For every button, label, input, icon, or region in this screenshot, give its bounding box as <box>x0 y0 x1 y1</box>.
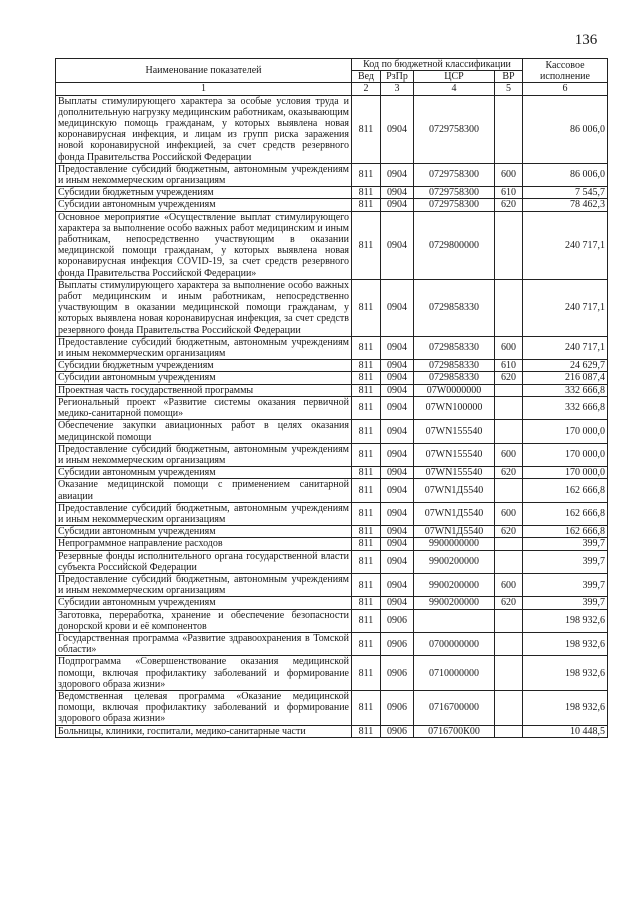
row-ved: 811 <box>352 420 381 443</box>
table-row <box>56 279 608 336</box>
row-rzpr: 0906 <box>381 609 414 632</box>
row-name: Субсидии автономным учреждениям <box>56 467 352 479</box>
row-amount: 86 006,0 <box>523 163 608 186</box>
row-csr: 0716700К00 <box>414 725 495 737</box>
table-row <box>56 211 608 279</box>
row-ved: 811 <box>352 597 381 609</box>
row-amount: 170 000,0 <box>523 443 608 466</box>
table-row <box>56 95 608 163</box>
row-amount: 24 629,7 <box>523 360 608 372</box>
row-name: Выплаты стимулирующего характера за выполнение особо важных работ медицинским и иным работникам, непосредственно участвующим в оказании медицинской помощи гражданам, у которых выявлена новая коронавирусная инфекция, за счет средств резервного фонда Правительства Российской Федерации <box>56 279 352 336</box>
row-amount: 332 666,8 <box>523 396 608 419</box>
table-row <box>56 502 608 525</box>
row-name: Предоставление субсидий бюджетным, автономным учреждениям и иным некоммерческим организациям <box>56 336 352 359</box>
table-row <box>56 597 608 609</box>
table-row <box>56 336 608 359</box>
row-ved: 811 <box>352 502 381 525</box>
row-name: Оказание медицинской помощи с применением санитарной авиации <box>56 479 352 502</box>
budget-table <box>55 58 608 738</box>
table-row <box>56 443 608 466</box>
row-vr <box>495 95 523 163</box>
row-vr: 600 <box>495 573 523 596</box>
row-csr: 07WN100000 <box>414 396 495 419</box>
column-number: 3 <box>381 83 414 95</box>
row-rzpr: 0904 <box>381 163 414 186</box>
table-row <box>56 360 608 372</box>
table-row <box>56 526 608 538</box>
row-name: Субсидии автономным учреждениям <box>56 597 352 609</box>
table-row <box>56 725 608 737</box>
row-amount: 78 462,3 <box>523 199 608 211</box>
row-csr: 0729858330 <box>414 360 495 372</box>
row-name: Субсидии бюджетным учреждениям <box>56 187 352 199</box>
row-vr <box>495 632 523 655</box>
row-vr: 600 <box>495 336 523 359</box>
row-name: Предоставление субсидий бюджетным, автономным учреждениям и иным некоммерческим организациям <box>56 443 352 466</box>
row-vr: 620 <box>495 199 523 211</box>
row-amount: 216 087,4 <box>523 372 608 384</box>
table-row <box>56 690 608 725</box>
row-ved: 811 <box>352 163 381 186</box>
row-csr: 0729758300 <box>414 95 495 163</box>
row-csr: 07WN1Д5540 <box>414 526 495 538</box>
row-rzpr: 0904 <box>381 597 414 609</box>
row-rzpr: 0904 <box>381 95 414 163</box>
row-vr: 610 <box>495 187 523 199</box>
row-vr <box>495 609 523 632</box>
row-rzpr: 0904 <box>381 420 414 443</box>
row-amount: 198 932,6 <box>523 690 608 725</box>
row-name: Предоставление субсидий бюджетным, автономным учреждениям и иным некоммерческим организациям <box>56 163 352 186</box>
row-amount: 240 717,1 <box>523 211 608 279</box>
row-name: Резервные фонды исполнительного органа государственной власти субъекта Российской Федерации <box>56 550 352 573</box>
row-rzpr: 0904 <box>381 479 414 502</box>
table-body <box>56 95 608 737</box>
row-ved: 811 <box>352 526 381 538</box>
row-rzpr: 0904 <box>381 396 414 419</box>
row-name: Государственная программа «Развитие здравоохранения в Томской области» <box>56 632 352 655</box>
row-csr: 0729758300 <box>414 199 495 211</box>
row-rzpr: 0904 <box>381 360 414 372</box>
row-vr <box>495 420 523 443</box>
row-ved: 811 <box>352 609 381 632</box>
row-csr: 07WN1Д5540 <box>414 479 495 502</box>
row-csr: 0729858330 <box>414 279 495 336</box>
row-vr: 610 <box>495 360 523 372</box>
row-csr: 0716700000 <box>414 690 495 725</box>
row-amount: 170 000,0 <box>523 467 608 479</box>
row-ved: 811 <box>352 538 381 550</box>
row-vr: 600 <box>495 163 523 186</box>
row-csr: 9900000000 <box>414 538 495 550</box>
row-ved: 811 <box>352 467 381 479</box>
row-rzpr: 0904 <box>381 199 414 211</box>
row-name: Непрограммное направление расходов <box>56 538 352 550</box>
row-name: Основное мероприятие «Осуществление выплат стимулирующего характера за выполнение особо важных работ медицинским и иным работникам, непосредственно участвующим в оказании медицинской помощи гражданам, у которых выявлена новая коронавирусная инфекция COVID-19, за счет средств резервного фонда Правительства Российской Федерации» <box>56 211 352 279</box>
row-vr <box>495 211 523 279</box>
row-name: Больницы, клиники, госпитали, медико-санитарные части <box>56 725 352 737</box>
row-csr: 07W0000000 <box>414 384 495 396</box>
row-ved: 811 <box>352 443 381 466</box>
table-row <box>56 538 608 550</box>
row-csr: 0729858330 <box>414 336 495 359</box>
header-vr: ВР <box>495 71 523 83</box>
row-vr: 620 <box>495 597 523 609</box>
row-ved: 811 <box>352 550 381 573</box>
row-rzpr: 0904 <box>381 550 414 573</box>
row-csr: 07WN155540 <box>414 420 495 443</box>
row-csr: 0729858330 <box>414 372 495 384</box>
row-name: Субсидии автономным учреждениям <box>56 199 352 211</box>
table-row <box>56 467 608 479</box>
row-ved: 811 <box>352 656 381 691</box>
row-ved: 811 <box>352 336 381 359</box>
table-row <box>56 420 608 443</box>
row-amount: 399,7 <box>523 550 608 573</box>
column-numbers-row <box>56 83 608 95</box>
row-rzpr: 0906 <box>381 632 414 655</box>
row-vr <box>495 538 523 550</box>
row-ved: 811 <box>352 725 381 737</box>
row-amount: 240 717,1 <box>523 279 608 336</box>
row-ved: 811 <box>352 396 381 419</box>
row-csr: 0729758300 <box>414 187 495 199</box>
row-amount: 399,7 <box>523 538 608 550</box>
header-execution: Кассовое исполнение <box>523 59 608 83</box>
table-row <box>56 163 608 186</box>
row-name: Выплаты стимулирующего характера за особые условия труда и дополнительную нагрузку медицинским работникам, оказывающим медицинскую помощь гражданам, у которых выявлена новая коронавирусная инфекция, и лицам из групп риска заражения новой коронавирусной инфекцией, за счет средств резервного фонда Правительства Российской Федерации <box>56 95 352 163</box>
row-amount: 198 932,6 <box>523 656 608 691</box>
row-rzpr: 0904 <box>381 384 414 396</box>
row-amount: 162 666,8 <box>523 479 608 502</box>
row-rzpr: 0904 <box>381 187 414 199</box>
row-ved: 811 <box>352 211 381 279</box>
table-header <box>56 59 608 96</box>
row-amount: 162 666,8 <box>523 502 608 525</box>
row-csr: 0729758300 <box>414 163 495 186</box>
row-vr <box>495 479 523 502</box>
row-name: Субсидии автономным учреждениям <box>56 372 352 384</box>
row-amount: 10 448,5 <box>523 725 608 737</box>
row-rzpr: 0904 <box>381 526 414 538</box>
header-csr: ЦСР <box>414 71 495 83</box>
column-number: 1 <box>56 83 352 95</box>
row-csr: 9900200000 <box>414 550 495 573</box>
row-csr: 0700000000 <box>414 632 495 655</box>
row-ved: 811 <box>352 384 381 396</box>
row-name: Субсидии автономным учреждениям <box>56 526 352 538</box>
column-number: 5 <box>495 83 523 95</box>
header-code-group: Код по бюджетной классификации <box>352 59 523 71</box>
table-row <box>56 396 608 419</box>
column-number: 4 <box>414 83 495 95</box>
row-rzpr: 0906 <box>381 725 414 737</box>
row-amount: 399,7 <box>523 597 608 609</box>
header-name: Наименование показателей <box>56 59 352 83</box>
row-amount: 198 932,6 <box>523 609 608 632</box>
row-vr <box>495 656 523 691</box>
row-vr <box>495 690 523 725</box>
row-vr: 620 <box>495 467 523 479</box>
row-name: Подпрограмма «Совершенствование оказания медицинской помощи, включая профилактику заболеваний и формирование здорового образа жизни» <box>56 656 352 691</box>
row-name: Заготовка, переработка, хранение и обеспечение безопасности донорской крови и её компонентов <box>56 609 352 632</box>
row-ved: 811 <box>352 632 381 655</box>
row-name: Ведомственная целевая программа «Оказание медицинской помощи, включая профилактику заболеваний и формирование здорового образа жизни» <box>56 690 352 725</box>
table-row <box>56 573 608 596</box>
table-row <box>56 479 608 502</box>
row-rzpr: 0904 <box>381 573 414 596</box>
table-row <box>56 550 608 573</box>
row-csr: 07WN155540 <box>414 467 495 479</box>
row-vr: 620 <box>495 372 523 384</box>
row-ved: 811 <box>352 187 381 199</box>
row-vr <box>495 550 523 573</box>
table-row <box>56 384 608 396</box>
row-name: Предоставление субсидий бюджетным, автономным учреждениям и иным некоммерческим организациям <box>56 502 352 525</box>
row-ved: 811 <box>352 573 381 596</box>
column-number: 6 <box>523 83 608 95</box>
row-amount: 240 717,1 <box>523 336 608 359</box>
row-rzpr: 0904 <box>381 372 414 384</box>
row-csr: 9900200000 <box>414 573 495 596</box>
row-amount: 7 545,7 <box>523 187 608 199</box>
table-row <box>56 656 608 691</box>
row-ved: 811 <box>352 360 381 372</box>
row-name: Предоставление субсидий бюджетным, автономным учреждениям и иным некоммерческим организациям <box>56 573 352 596</box>
row-amount: 332 666,8 <box>523 384 608 396</box>
row-rzpr: 0904 <box>381 538 414 550</box>
column-number: 2 <box>352 83 381 95</box>
row-csr: 07WN155540 <box>414 443 495 466</box>
table-row <box>56 609 608 632</box>
row-name: Проектная часть государственной программы <box>56 384 352 396</box>
header-ved: Вед <box>352 71 381 83</box>
row-csr: 0729800000 <box>414 211 495 279</box>
row-vr <box>495 396 523 419</box>
row-ved: 811 <box>352 95 381 163</box>
row-amount: 162 666,8 <box>523 526 608 538</box>
row-vr: 620 <box>495 526 523 538</box>
row-name: Обеспечение закупки авиационных работ в целях оказания медицинской помощи <box>56 420 352 443</box>
row-rzpr: 0904 <box>381 211 414 279</box>
table-row <box>56 372 608 384</box>
row-rzpr: 0904 <box>381 502 414 525</box>
row-ved: 811 <box>352 690 381 725</box>
row-rzpr: 0904 <box>381 467 414 479</box>
row-ved: 811 <box>352 199 381 211</box>
row-rzpr: 0906 <box>381 690 414 725</box>
row-name: Региональный проект «Развитие системы оказания первичной медико-санитарной помощи» <box>56 396 352 419</box>
row-amount: 198 932,6 <box>523 632 608 655</box>
row-name: Субсидии бюджетным учреждениям <box>56 360 352 372</box>
row-rzpr: 0904 <box>381 443 414 466</box>
row-rzpr: 0906 <box>381 656 414 691</box>
row-amount: 170 000,0 <box>523 420 608 443</box>
row-vr: 600 <box>495 502 523 525</box>
page-number: 136 <box>574 32 598 48</box>
row-csr: 0710000000 <box>414 656 495 691</box>
table-row <box>56 187 608 199</box>
row-rzpr: 0904 <box>381 336 414 359</box>
row-vr: 600 <box>495 443 523 466</box>
table-row <box>56 199 608 211</box>
row-ved: 811 <box>352 479 381 502</box>
row-vr <box>495 279 523 336</box>
table-row <box>56 632 608 655</box>
row-csr: 9900200000 <box>414 597 495 609</box>
row-ved: 811 <box>352 372 381 384</box>
row-vr <box>495 384 523 396</box>
row-amount: 86 006,0 <box>523 95 608 163</box>
row-csr: 07WN1Д5540 <box>414 502 495 525</box>
row-ved: 811 <box>352 279 381 336</box>
row-vr <box>495 725 523 737</box>
row-amount: 399,7 <box>523 573 608 596</box>
row-csr <box>414 609 495 632</box>
row-rzpr: 0904 <box>381 279 414 336</box>
header-rzpr: РзПр <box>381 71 414 83</box>
